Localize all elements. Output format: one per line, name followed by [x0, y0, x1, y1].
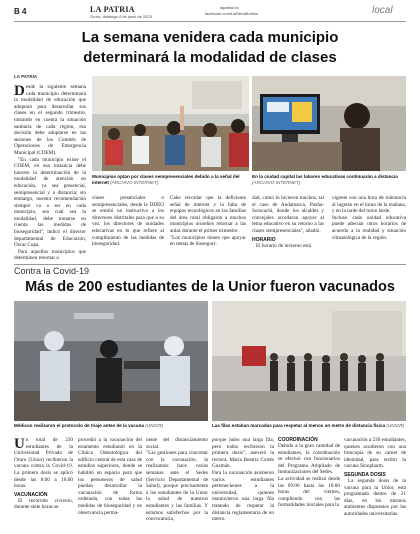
subhead-vacunacion: VACUNACIÓN: [14, 491, 48, 498]
triage-photo: [14, 301, 208, 421]
article2-col1: Un total de 230 estudiantes de la Universidad Privada de Oruro (Unior) recibieron la vacuna contra la Covid-19. La primera dosis se aplicó desde las 8:00 a 16:00 horas. VACUNACIÓN El recorrido vivieron, durante siete horas se: [14, 436, 73, 511]
subhead-coordinacion: COORDINACIÓN: [278, 437, 318, 443]
photo-caption-3: Médicos realizaron el protocolo de triaje antes de la vacuna (UNIOR): [14, 423, 164, 428]
subhead-segunda-dosis: SEGUNDA DOSIS: [344, 471, 386, 478]
headline-2: Más de 200 estudiantes de la Unior fueron vacunados: [25, 279, 395, 295]
classroom-photo: [92, 76, 249, 171]
article1-p2: "En cada municipio existe el COEM, en esa instancia debe hacerse la determinación de la modalidad de atención en educación, ya sea presencial, semipresencial y a distancia; sin embargo, nuestra recomendación siempre va a ser en cada municipio, sea cual sea la modalidad, debe tomarse en cuenta las medidas de bioseguridad", indicó el director departamental de Educación, Óscar Cupa.: [14, 156, 86, 249]
article1-col2: clases presenciales o semipresenciales, desde la DDEO se emitió un instructivo a los directores distritales para que a su vez, los directores de unidades educativas en lo que refiere al cumplimiento de las medidas de bioseguridad.: [92, 195, 164, 248]
article2-col5: COORDINACIÓN Debido a la gran cantidad de estudiantes, la coordinación se efectuó con funcionarios del Programa Ampliado de Inmunizaciones del Sedes. La actividad se realizó desde las 09:00 hasta las 16:00 horas del viernes, cumpliendo con las formalidades iniciales para la: [278, 437, 340, 509]
queue-photo: [212, 301, 406, 421]
newspaper-logo: LA PATRIA: [90, 5, 135, 14]
subhead-horario: HORARIO: [252, 236, 276, 243]
photo-caption-1: Municipios optan por clases semipresenciales debido a la señal del internet (ARCHIVO INTERNET): [92, 174, 240, 185]
article1-col3: Cabe recordar que la deficiente señal de internet y la falta de equipos tecnológicos en las familias del área rural obligaron a muchos municipios orureños retornar a las aulas durante el primer trimestre. "Los municipios tienen que apoyar en temas de bioseguri-: [170, 195, 246, 248]
website[interactable]: lapatria.bo: [220, 5, 239, 10]
header-divider: [14, 21, 406, 22]
dropcap: D: [14, 83, 25, 99]
article-divider: [14, 264, 406, 265]
article1-p3: Para aquellos municipios que determinen retornar a: [14, 248, 86, 262]
photo-caption-4: Las filas estaban marcadas para respetar al menos un metro de distancia física (UNIOR): [212, 423, 405, 428]
article2-col2: procedió a la vacunación del estamento estudiantil en la Clínica Odontológica del edificio central de esta casa de estudios superiores, donde se habilitó un espacio para que los personeros de salud puedan desarrollar la vacunación de forma ordenada, con todas las medidas de bioseguridad y en observancia perma-: [78, 437, 142, 516]
article2-col6: vacunación a 230 estudiantes, quienes acudieron con una fotocopia de su carnet de identidad, para recibir la vacuna Sinopharm. SEGUNDA DOSIS La segunda dosis de la vacuna para la Unior, está programada dentro de 21 días, en los mismos ambientes dispuestos por las autoridades universitarias.: [344, 437, 406, 517]
section-label: local: [372, 5, 393, 16]
facebook-link[interactable]: facebook.com/LaPatriaBolivia: [205, 11, 258, 16]
article1-col4: dad, como lo hicieron muchos, tal el caso de Andamarca, Pazña-Soracachi, donde los alcaldes y concejales acordaron apoyar al tema educativo en su retorno a las clases semipresenciales", añadió. HORARIO El horario de invierno está: [252, 195, 324, 249]
article2-col3: nente del distanciamiento social. "Las gestiones para concretar con la vacunación, la realizamos hace varias semanas ante el Sedes (Servicio Departamental de Salud), porque precisamente a los estudiantes de la Unior la salud de nuestros estudiantes y las familias. Y estamos satisfechos por la convocatoria,: [146, 437, 208, 523]
kicker: Contra la Covid-19: [14, 266, 90, 276]
byline: LA PATRIA: [14, 74, 38, 79]
photo-caption-2: En la ciudad capital las labores educativas continuarán a distancia (ARCHIVO INTERNET): [252, 174, 398, 185]
computer-photo: [252, 76, 406, 171]
article1-col5: vigente con una hora de tolerancia al ingreso en el turno de la mañana, y en la tarde del turno tarde. Incluso cada unidad educativa puede adecuar otros horarios de acuerdo a la realidad y situación climatológica de la región.: [332, 195, 406, 241]
page-number: B 4: [14, 7, 27, 16]
article2-col4: porque hubo una larga fila, pero todos recibieron la primera dosis", aseveró la rectora, María Beatriz Cortés Guzmán. Para la vacunación asistieron varios estudiantes pertenecientes a la universidad, quienes mantuvieron una larga fila tratando de respetar la distancia reglamentaria de un metro.: [212, 437, 274, 523]
headline-1-line1: La semana venidera cada municipio: [81, 29, 339, 46]
headline-1-line2: determinará la modalidad de clases: [83, 49, 337, 66]
article1-col1: [14, 84, 86, 262]
article1-p1: esde la siguiente semana cada municipio determinará la modalidad de educación que adoptará para desarrollar sus clases en el segundo trimestre, tomando en cuenta la situación sanitaria de cada región, esa decisión debe adoptarse en las sesiones de los Comités de Operaciones de Emergencia Municipal (COEM).: [14, 84, 86, 156]
edition-date: Oruro, domingo 4 de junio de 2023: [90, 14, 152, 19]
